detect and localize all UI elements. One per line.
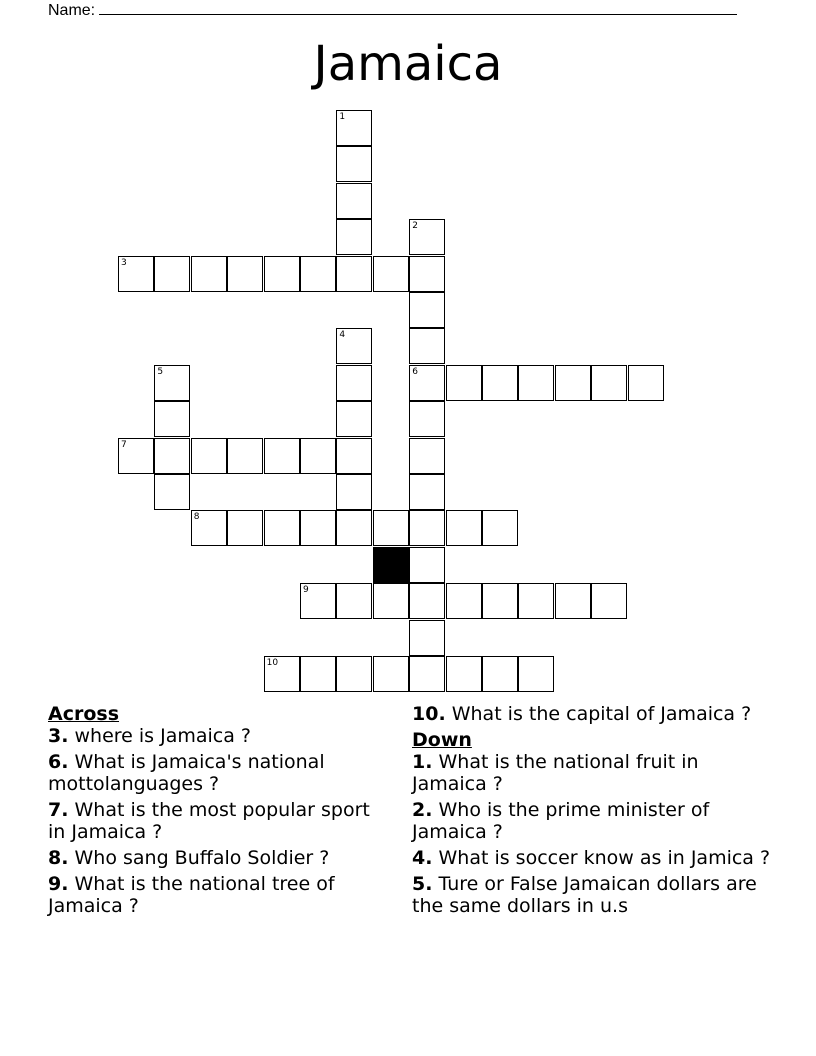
grid-cell[interactable] (446, 583, 482, 619)
page-title: Jamaica (313, 36, 503, 92)
grid-cell[interactable] (373, 583, 409, 619)
clue-number: 2. (412, 799, 433, 821)
clue-down-4 (412, 847, 772, 869)
grid-cell[interactable] (591, 365, 627, 401)
grid-cell[interactable] (154, 256, 190, 292)
clue-number: 6. (48, 751, 69, 773)
down-heading: Down (412, 729, 472, 751)
grid-cell[interactable] (300, 438, 336, 474)
grid-cell[interactable] (482, 365, 518, 401)
grid-cell[interactable] (446, 656, 482, 692)
grid-cell[interactable] (336, 438, 372, 474)
grid-cell[interactable] (336, 474, 372, 510)
grid-cell[interactable] (154, 438, 190, 474)
clue-text: What is the national fruit in Jamaica ? (412, 751, 699, 795)
grid-cell[interactable] (154, 474, 190, 510)
grid-cell[interactable] (446, 365, 482, 401)
grid-cell[interactable] (409, 474, 445, 510)
grid-cell[interactable] (264, 256, 300, 292)
grid-cell[interactable] (518, 656, 554, 692)
grid-cell[interactable] (482, 510, 518, 546)
grid-cell[interactable] (336, 110, 372, 146)
grid-cell[interactable] (409, 583, 445, 619)
clue-across-3 (48, 725, 378, 747)
grid-cell[interactable] (446, 510, 482, 546)
grid-cell[interactable] (264, 510, 300, 546)
clue-across-7 (48, 799, 378, 843)
grid-cell[interactable] (300, 256, 336, 292)
clue-across-8 (48, 847, 378, 869)
grid-cell[interactable] (191, 438, 227, 474)
clue-text: Ture or False Jamaican dollars are the same dollars in u.s (412, 873, 757, 917)
clue-text: What is soccer know as in Jamica ? (438, 847, 771, 869)
clue-down-1 (412, 751, 772, 795)
clue-text: What is the capital of Jamaica ? (451, 703, 752, 725)
grid-cell[interactable] (409, 256, 445, 292)
grid-cell[interactable] (482, 656, 518, 692)
grid-cell[interactable] (300, 510, 336, 546)
clue-text: What is Jamaica's national mottolanguages ? (48, 751, 325, 795)
grid-cell[interactable] (518, 365, 554, 401)
clue-number-label: 3 (121, 257, 127, 268)
grid-cell[interactable] (118, 256, 154, 292)
clue-down-5 (412, 873, 772, 917)
grid-cell[interactable] (191, 256, 227, 292)
grid-cell[interactable] (336, 183, 372, 219)
grid-cell[interactable] (409, 219, 445, 255)
clue-text: where is Jamaica ? (74, 725, 252, 747)
clue-text: Who sang Buffalo Soldier ? (74, 847, 330, 869)
grid-cell[interactable] (300, 656, 336, 692)
across-heading: Across (48, 703, 120, 725)
grid-cell[interactable] (409, 656, 445, 692)
clue-number: 1. (412, 751, 433, 773)
grid-cell[interactable] (409, 401, 445, 437)
grid-cell[interactable] (373, 256, 409, 292)
grid-cell[interactable] (555, 583, 591, 619)
blocked-cell (373, 547, 409, 583)
clue-across-6 (48, 751, 378, 795)
clue-number-label: 4 (339, 330, 346, 341)
grid-cell[interactable] (409, 328, 445, 364)
grid-cell[interactable] (264, 656, 300, 692)
clue-across-10 (412, 703, 772, 725)
grid-cell[interactable] (482, 583, 518, 619)
grid-cell[interactable] (409, 365, 445, 401)
grid-cell[interactable] (628, 365, 664, 401)
clue-text: What is the most popular sport in Jamaica ? (48, 799, 370, 843)
grid-cell[interactable] (373, 656, 409, 692)
clue-down-2 (412, 799, 772, 843)
grid-cell[interactable] (409, 547, 445, 583)
clue-number-label: 6 (412, 366, 418, 377)
clue-text: What is the national tree of Jamaica ? (48, 873, 335, 917)
grid-cell[interactable] (409, 620, 445, 656)
grid-cell[interactable] (336, 256, 372, 292)
clue-number-label: 5 (157, 366, 164, 377)
grid-cell[interactable] (154, 401, 190, 437)
grid-cell[interactable] (336, 510, 372, 546)
clue-number-label: 2 (412, 221, 418, 232)
grid-cell[interactable] (336, 328, 372, 364)
grid-cell[interactable] (227, 256, 263, 292)
grid-cell[interactable] (336, 146, 372, 182)
grid-cell[interactable] (336, 219, 372, 255)
clue-number-label: 8 (193, 512, 200, 523)
grid-cell[interactable] (336, 656, 372, 692)
clue-number-label: 9 (303, 585, 309, 596)
clue-number: 10. (412, 703, 446, 725)
clue-text: Who is the prime minister of Jamaica ? (412, 799, 710, 843)
clue-number: 4. (412, 847, 433, 869)
grid-cell[interactable] (227, 510, 263, 546)
clues-column-left (48, 703, 378, 921)
clue-number: 7. (48, 799, 69, 821)
clue-number-label: 10 (266, 658, 279, 668)
grid-cell[interactable] (518, 583, 554, 619)
grid-cell[interactable] (227, 438, 263, 474)
clue-number: 3. (48, 725, 69, 747)
clue-number: 8. (48, 847, 69, 869)
clues-column-right (412, 703, 772, 921)
grid-cell[interactable] (118, 438, 154, 474)
clue-across-9 (48, 873, 378, 917)
grid-cell[interactable] (373, 510, 409, 546)
grid-cell[interactable] (336, 365, 372, 401)
grid-cell[interactable] (191, 510, 227, 546)
grid-cell[interactable] (264, 438, 300, 474)
grid-cell[interactable] (336, 583, 372, 619)
grid-cell[interactable] (409, 510, 445, 546)
clue-number: 5. (412, 873, 433, 895)
name-label: Name: (48, 2, 96, 19)
grid-cell[interactable] (555, 365, 591, 401)
grid-cell[interactable] (409, 292, 445, 328)
grid-cell[interactable] (300, 583, 336, 619)
grid-cell[interactable] (154, 365, 190, 401)
grid-cell[interactable] (591, 583, 627, 619)
clue-number-label: 1 (339, 112, 346, 122)
grid-cell[interactable] (336, 401, 372, 437)
clue-number-label: 7 (121, 439, 127, 450)
grid-cell[interactable] (409, 438, 445, 474)
clue-number: 9. (48, 873, 69, 895)
